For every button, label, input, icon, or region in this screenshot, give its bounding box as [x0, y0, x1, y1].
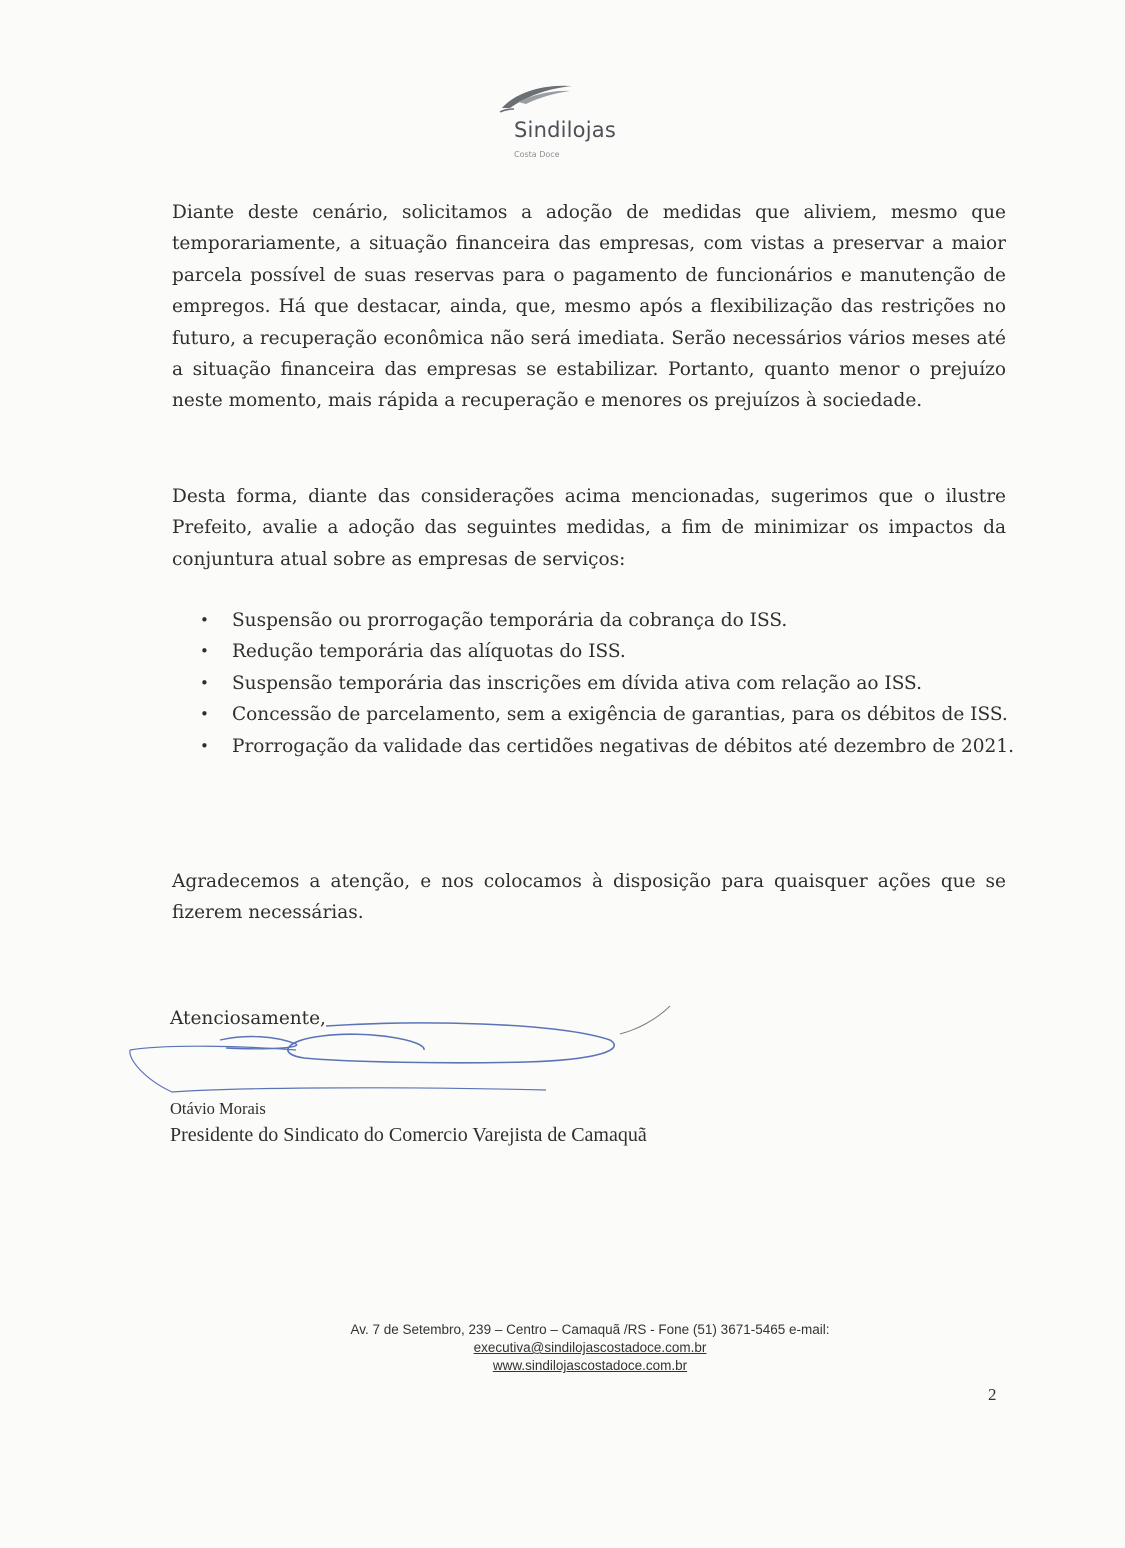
sindilojas-logo: [492, 78, 652, 168]
paragraph-2: Desta forma, diante das considerações acima mencionadas, sugerimos que o ilustre Prefeito, avalie a adoção das seguintes medidas, a fim de minimizar os impactos da conjuntura atual sobre as empresas de serviços:: [172, 486, 1006, 570]
footer-email-link[interactable]: executiva@sindilojascostadoce.com.br: [473, 1340, 707, 1355]
paragraph-1: Diante deste cenário, solicitamos a adoção de medidas que aliviem, mesmo que temporariamente, a situação financeira das empresas, com vistas a preservar a maior parcela possível de suas reservas para o pagamento de funcionários e manutenção de empregos. Há que destacar, ainda, que, mesmo após a flexibilização das restrições no futuro, a recuperação econômica não será imediata. Serão necessários vários meses até a situação financeira das empresas se estabilizar. Portanto, quanto menor o prejuízo neste momento, mais rápida a recuperação e menores os prejuízos à sociedade.: [172, 202, 1006, 412]
paragraph-3: Agradecemos a atenção, e nos colocamos à disposição para quaisquer ações que se fizerem necessárias.: [172, 871, 1006, 924]
signer-name: Otávio Morais: [170, 1099, 266, 1118]
page-number: 2: [988, 1385, 997, 1404]
handwritten-signature: [126, 1000, 686, 1100]
list-item: • Suspensão temporária das inscrições em dívida ativa com relação ao ISS.: [232, 668, 1040, 699]
list-item: • Redução temporária das alíquotas do ISS.: [232, 636, 1040, 667]
signer-title: Presidente do Sindicato do Comercio Varejista de Camaquã: [170, 1124, 647, 1146]
swoosh-icon: [496, 78, 576, 118]
logo-name: Sindilojas: [514, 118, 616, 142]
footer-website-link[interactable]: www.sindilojascostadoce.com.br: [492, 1358, 688, 1373]
salutation: Atenciosamente,: [170, 1008, 326, 1029]
list-item: • Prorrogação da validade das certidões negativas de débitos até dezembro de 2021.: [232, 731, 1040, 762]
list-item: • Suspensão ou prorrogação temporária da cobrança do ISS.: [232, 605, 1040, 636]
measures-list: [198, 605, 1040, 762]
logo-subtitle: Costa Doce: [514, 150, 560, 159]
list-item: • Concessão de parcelamento, sem a exigência de garantias, para os débitos de ISS.: [232, 699, 1040, 730]
footer-address: Av. 7 de Setembro, 239 – Centro – Camaquã /RS - Fone (51) 3671-5465 e-mail:: [350, 1322, 830, 1337]
footer: [260, 1321, 920, 1375]
